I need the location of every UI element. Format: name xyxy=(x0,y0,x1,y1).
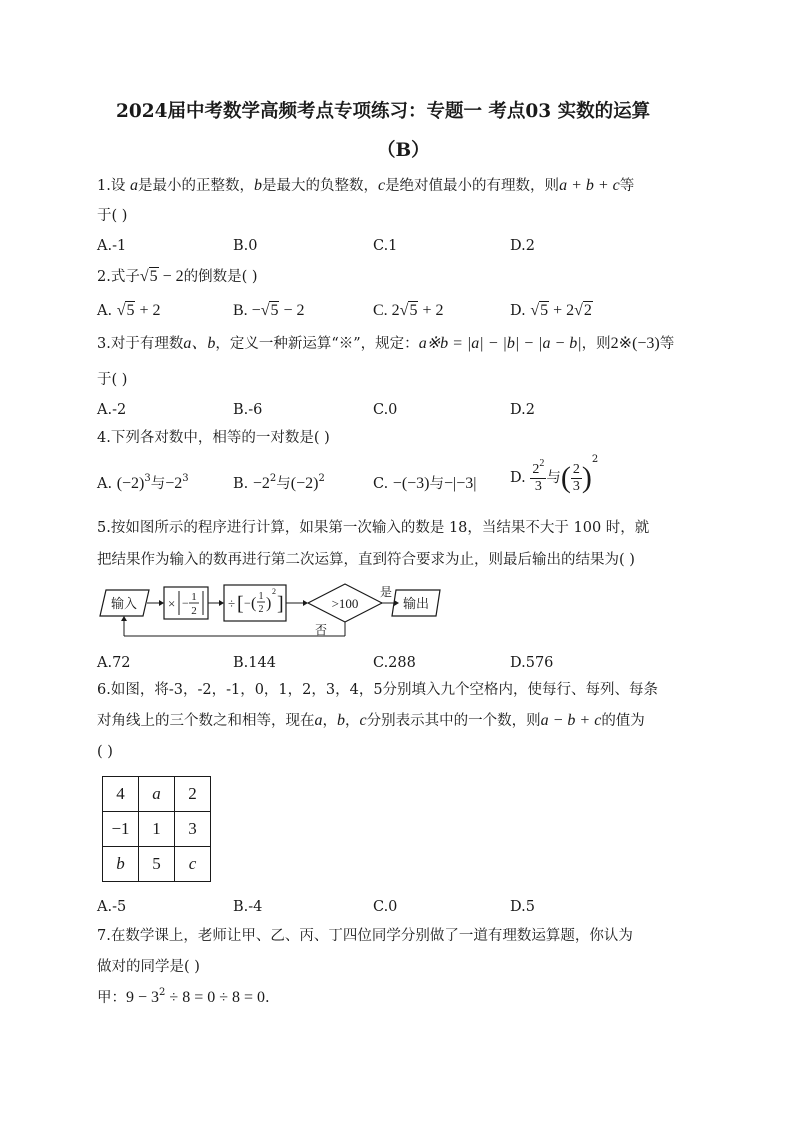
q3-text-part: ，则 xyxy=(581,336,611,352)
q7-jia-expr-rest: ÷ 8 = 0 ÷ 8 = 0 xyxy=(165,989,266,1006)
q4-option-d-paren-num: 2 xyxy=(572,461,580,477)
q2-option-b-radicand: 5 xyxy=(270,302,279,319)
q3-rule: a※b = |a| − |b| − |a − b| xyxy=(418,335,582,352)
flow-yes-label: 是 xyxy=(380,585,393,599)
svg-text:−: − xyxy=(182,596,189,610)
question-6-line3: ( ) xyxy=(97,744,113,760)
q3-option-d: D.2 xyxy=(510,402,535,418)
q3-text-part: ，定义一种新运算“※”，规定： xyxy=(215,336,419,352)
q2-option-a-rest: + 2 xyxy=(135,302,161,319)
q1-option-c: C.1 xyxy=(373,238,398,254)
q4-option-b-left-exp: 2 xyxy=(269,473,277,484)
q5-option-d: D.576 xyxy=(510,655,554,671)
q4-option-a-right-exp: 3 xyxy=(182,473,189,484)
flow-condition-label: >100 xyxy=(331,596,359,611)
q2-option-b: B. −√5 − 2 xyxy=(233,302,305,319)
q6-var-a: a xyxy=(314,712,323,729)
flow-op2-frac-num: 1 xyxy=(258,591,264,602)
q5-option-c: C.288 xyxy=(373,655,416,671)
q6-option-a: A.-5 xyxy=(97,899,127,915)
q2-option-c: C. 2√5 + 2 xyxy=(373,302,444,319)
q3-option-b: B.-6 xyxy=(233,402,263,418)
flow-op2-exp: 2 xyxy=(272,587,276,596)
q7-student-jia xyxy=(97,988,270,1008)
grid-cell: 1 xyxy=(139,812,175,847)
q5-flowchart xyxy=(97,580,447,642)
q4-option-d-exp: 2 xyxy=(591,454,599,465)
question-4-text: 4.下列各对数中，相等的一对数是( ) xyxy=(97,430,330,446)
flow-op1-frac-den: 2 xyxy=(191,605,197,617)
q4-option-b-join: 与 xyxy=(276,476,291,492)
q4-option-b xyxy=(233,474,325,494)
q6-var-b: b xyxy=(337,712,345,729)
q6-expression: a − b + c xyxy=(540,712,602,729)
q1-var-a: a xyxy=(129,177,138,194)
q4-option-b-right: (−2) xyxy=(290,475,319,492)
q2-option-d-mid: + 2 xyxy=(549,302,575,319)
q2-option-c-radicand: 5 xyxy=(409,302,418,319)
grid-cell: c xyxy=(175,847,211,882)
q2-option-d-label: D. xyxy=(510,303,531,319)
flow-op1-frac-num: 1 xyxy=(191,591,197,603)
q6-option-d: D.5 xyxy=(510,899,535,915)
q6-sep: ， xyxy=(322,713,337,729)
q5-option-a: A.72 xyxy=(97,655,131,671)
question-5-line2: 把结果作为输入的数再进行第二次运算，直到符合要求为止，则最后输出的结果为( ) xyxy=(97,552,635,568)
question-6-line1: 6.如图，将-3，-2，-1，0，1，2，3，4，5分别填入九个空格内，使每行、每列、每条 xyxy=(97,682,659,698)
q4-option-b-left: −2 xyxy=(252,475,270,492)
q1-var-c: c xyxy=(377,177,386,194)
magic-square-grid xyxy=(102,776,211,882)
q2-option-c-rest: + 2 xyxy=(418,302,444,319)
q4-option-a-left-exp: 3 xyxy=(144,473,151,484)
flow-op2-frac-den: 2 xyxy=(258,604,264,615)
q2-expression-part: − 2 xyxy=(158,268,184,285)
q1-var-b: b xyxy=(253,177,262,194)
svg-text:]: ] xyxy=(277,593,284,615)
q2-option-a-radicand: 5 xyxy=(126,302,135,319)
grid-cell: 2 xyxy=(175,777,211,812)
grid-cell: 3 xyxy=(175,812,211,847)
q2-option-d: D. √5 + 2√2 xyxy=(510,302,592,319)
q4-option-c xyxy=(373,474,476,494)
flow-op1-sign: × xyxy=(168,596,176,611)
q1-expression: a + b + c xyxy=(559,177,620,194)
q4-option-a-right: −2 xyxy=(165,475,183,492)
q3-vars: a、b xyxy=(183,335,216,352)
q6-var-c: c xyxy=(359,712,367,729)
q7-jia-label: 甲： xyxy=(97,990,126,1006)
q7-jia-expr: 9 − 3 xyxy=(126,989,160,1006)
q2-option-b-label: B. − xyxy=(233,302,261,319)
q2-option-d-radicand-2: 2 xyxy=(583,302,592,319)
q2-radicand: 5 xyxy=(149,268,158,285)
q4-option-d-join: 与 xyxy=(546,470,561,486)
question-6-line2 xyxy=(97,711,645,731)
grid-cell: −1 xyxy=(103,812,139,847)
q2-option-b-rest: − 2 xyxy=(279,302,305,319)
document-subtitle: （B） xyxy=(377,140,430,161)
q2-text-part: 2.式子 xyxy=(97,269,140,285)
flow-op2-sign: ÷ xyxy=(228,596,236,611)
q4-option-c-right: −|−3| xyxy=(444,475,477,492)
q1-option-d: D.2 xyxy=(510,238,535,254)
question-1-line2: 于( ) xyxy=(97,208,128,224)
q4-option-d-num: 2 xyxy=(532,461,540,477)
question-3-line2: 于( ) xyxy=(97,372,128,388)
q4-option-a-left: (−2) xyxy=(116,475,145,492)
q4-option-c-left: −(−3) xyxy=(392,475,430,492)
q1-text-part: 是绝对值最小的有理数，则 xyxy=(385,178,560,194)
q6-text-part: 分别表示其中的一个数，则 xyxy=(366,713,541,729)
q2-option-a: A. √5 + 2 xyxy=(97,302,161,319)
q2-text-part: 的倒数是( ) xyxy=(183,269,258,285)
q4-option-d-num-exp: 2 xyxy=(539,457,545,469)
q1-text-part: 设 xyxy=(110,178,126,194)
svg-text:): ) xyxy=(266,595,272,612)
svg-text:(: ( xyxy=(251,595,257,612)
q1-option-b: B.0 xyxy=(233,238,258,254)
question-5-line1: 5.按如图所示的程序进行计算，如果第一次输入的数是 18，当结果不大于 100 时，就 xyxy=(97,520,650,536)
q4-option-d-den: 3 xyxy=(534,478,542,494)
question-1-text xyxy=(97,176,634,196)
q6-text-part: 对角线上的三个数之和相等，现在 xyxy=(97,713,315,729)
q4-option-a xyxy=(97,474,189,494)
q4-option-b-label: B. xyxy=(233,476,253,492)
q7-jia-end: . xyxy=(265,990,270,1006)
document-title: 2024届中考数学高频考点专项练习：专题一 考点03 实数的运算 xyxy=(116,101,651,122)
q1-text-part: 是最小的正整数， xyxy=(137,178,254,194)
q2-option-a-label: A. xyxy=(97,303,117,319)
q5-option-b: B.144 xyxy=(233,655,276,671)
svg-text:[: [ xyxy=(237,593,244,615)
q3-text-part: 等 xyxy=(659,336,675,352)
q1-number: 1. xyxy=(97,178,111,194)
q1-option-a: A.-1 xyxy=(97,238,127,254)
q6-text-part: 的值为 xyxy=(601,713,645,729)
q4-option-a-label: A. xyxy=(97,476,117,492)
q6-option-c: C.0 xyxy=(373,899,398,915)
q1-text-part: 等 xyxy=(619,178,635,194)
q1-text-part: 是最大的负整数， xyxy=(261,178,378,194)
flow-input-label: 输入 xyxy=(110,597,138,612)
q4-option-c-join: 与 xyxy=(429,476,444,492)
q3-ask: 2※(−3) xyxy=(610,335,660,352)
q3-text-part: 3.对于有理数 xyxy=(97,336,184,352)
q3-option-a: A.-2 xyxy=(97,402,127,418)
question-7-line1: 7.在数学课上，老师让甲、乙、丙、丁四位同学分别做了一道有理数运算题，你认为 xyxy=(97,928,633,944)
grid-cell: 4 xyxy=(103,777,139,812)
q4-option-d-label: D. xyxy=(510,470,531,486)
q2-option-d-radicand: 5 xyxy=(540,302,549,319)
q4-option-d: D. $\frac{2^2}{3}$ 与( $\frac{2}{3}$ )$^2$ xyxy=(510,454,599,494)
q6-sep: ， xyxy=(345,713,360,729)
q6-option-b: B.-4 xyxy=(233,899,263,915)
q4-option-c-label: C. xyxy=(373,476,393,492)
flow-no-label: 否 xyxy=(315,623,328,637)
grid-cell: b xyxy=(103,847,139,882)
q4-option-a-join: 与 xyxy=(150,476,166,492)
q4-option-d-paren-den: 3 xyxy=(572,478,580,494)
q4-option-b-right-exp: 2 xyxy=(318,473,325,484)
q7-jia-exp: 2 xyxy=(159,987,166,998)
question-3-text xyxy=(97,334,674,354)
q3-option-c: C.0 xyxy=(373,402,398,418)
flow-output-label: 输出 xyxy=(402,597,430,612)
grid-cell: a xyxy=(139,777,175,812)
svg-text:−: − xyxy=(244,596,251,610)
q2-option-c-label: C. 2 xyxy=(373,302,400,319)
grid-cell: 5 xyxy=(139,847,175,882)
question-2-text: 2.式子√5 − 2的倒数是( ) xyxy=(97,268,258,285)
question-7-line2: 做对的同学是( ) xyxy=(97,959,200,975)
